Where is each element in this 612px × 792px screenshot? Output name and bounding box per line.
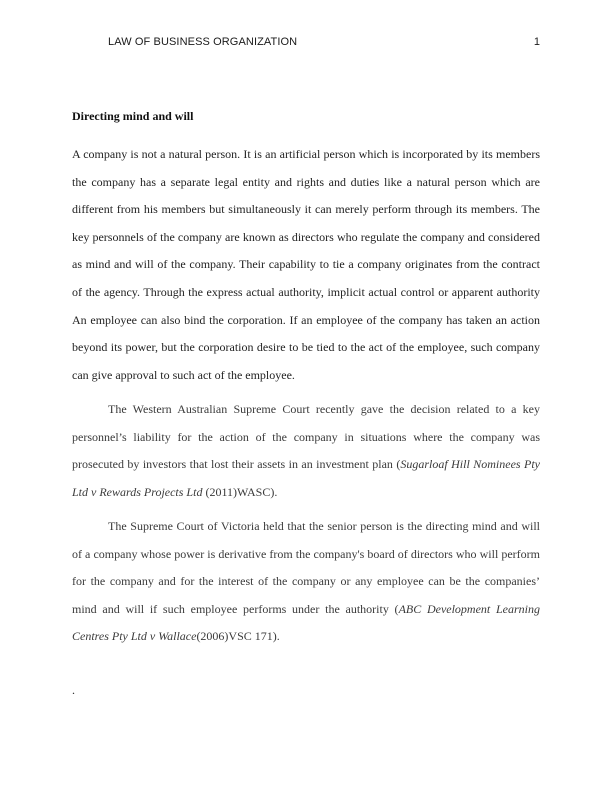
citation-year: (2011)WASC). [202, 484, 278, 499]
paragraph-line: An employee can also bind the corporation. If an employee of the company has taken an action [72, 312, 540, 327]
paragraph-line [72, 451, 540, 479]
paragraph-line: The Supreme Court of Victoria held that the senior person is the directing mind and will [108, 519, 540, 533]
paragraph-line: of the agency. Through the express actual authority, implicit actual control or apparent authority [72, 284, 540, 299]
paragraph-line: personnel’s liability for the action of the company in situations where the company was [72, 429, 540, 444]
running-header-title: LAW OF BUSINESS ORGANIZATION [108, 36, 298, 48]
case-citation: Centres Pty Ltd v Wallace [72, 629, 197, 644]
case-citation: Sugarloaf Hill Nominees Pty [400, 457, 540, 472]
paragraph-text: mind and will if such employee performs under the authority ( [72, 601, 399, 616]
paragraph-line: key personnels of the company are known as directors who regulate the company and considered [72, 229, 540, 244]
paragraph-line: of a company whose power is derivative from the company's board of directors who will perform [72, 546, 540, 561]
paragraph-line: A company is not a natural person. It is an artificial person which is incorporated by its members [72, 147, 540, 161]
section-heading: Directing mind and will [72, 109, 194, 123]
paragraph-2 [72, 396, 540, 506]
trailing-period: . [72, 683, 75, 697]
paragraph-1 [72, 141, 540, 389]
paragraph-line: the company has a separate legal entity and rights and duties like a natural person which are [72, 174, 540, 189]
paragraph-line: The Western Australian Supreme Court recently gave the decision related to a key [108, 402, 540, 416]
page-number: 1 [533, 36, 540, 48]
paragraph-line: different from his members but simultaneously it can merely perform through its members. The [72, 202, 540, 217]
paragraph-line [72, 623, 540, 651]
case-citation: Ltd v Rewards Projects Ltd [72, 484, 203, 499]
paragraph-line [72, 479, 540, 507]
paragraph-3 [72, 513, 540, 651]
paragraph-line: beyond its power, but the corporation desire to be tied to the act of the employee, such company [72, 340, 540, 355]
paragraph-line [72, 596, 540, 624]
paragraph-line: as mind and will of the company. Their capability to tie a company originates from the contract [72, 257, 540, 272]
citation-year: (2006)VSC 171). [196, 629, 280, 644]
paragraph-line: can give approval to such act of the employee. [72, 367, 295, 382]
paragraph-text: prosecuted by investors that lost their assets in an investment plan ( [72, 457, 401, 472]
case-citation: ABC Development Learning [398, 601, 540, 616]
paragraph-line: for the company and for the interest of the company or any employee can be the companies’ [72, 574, 540, 589]
